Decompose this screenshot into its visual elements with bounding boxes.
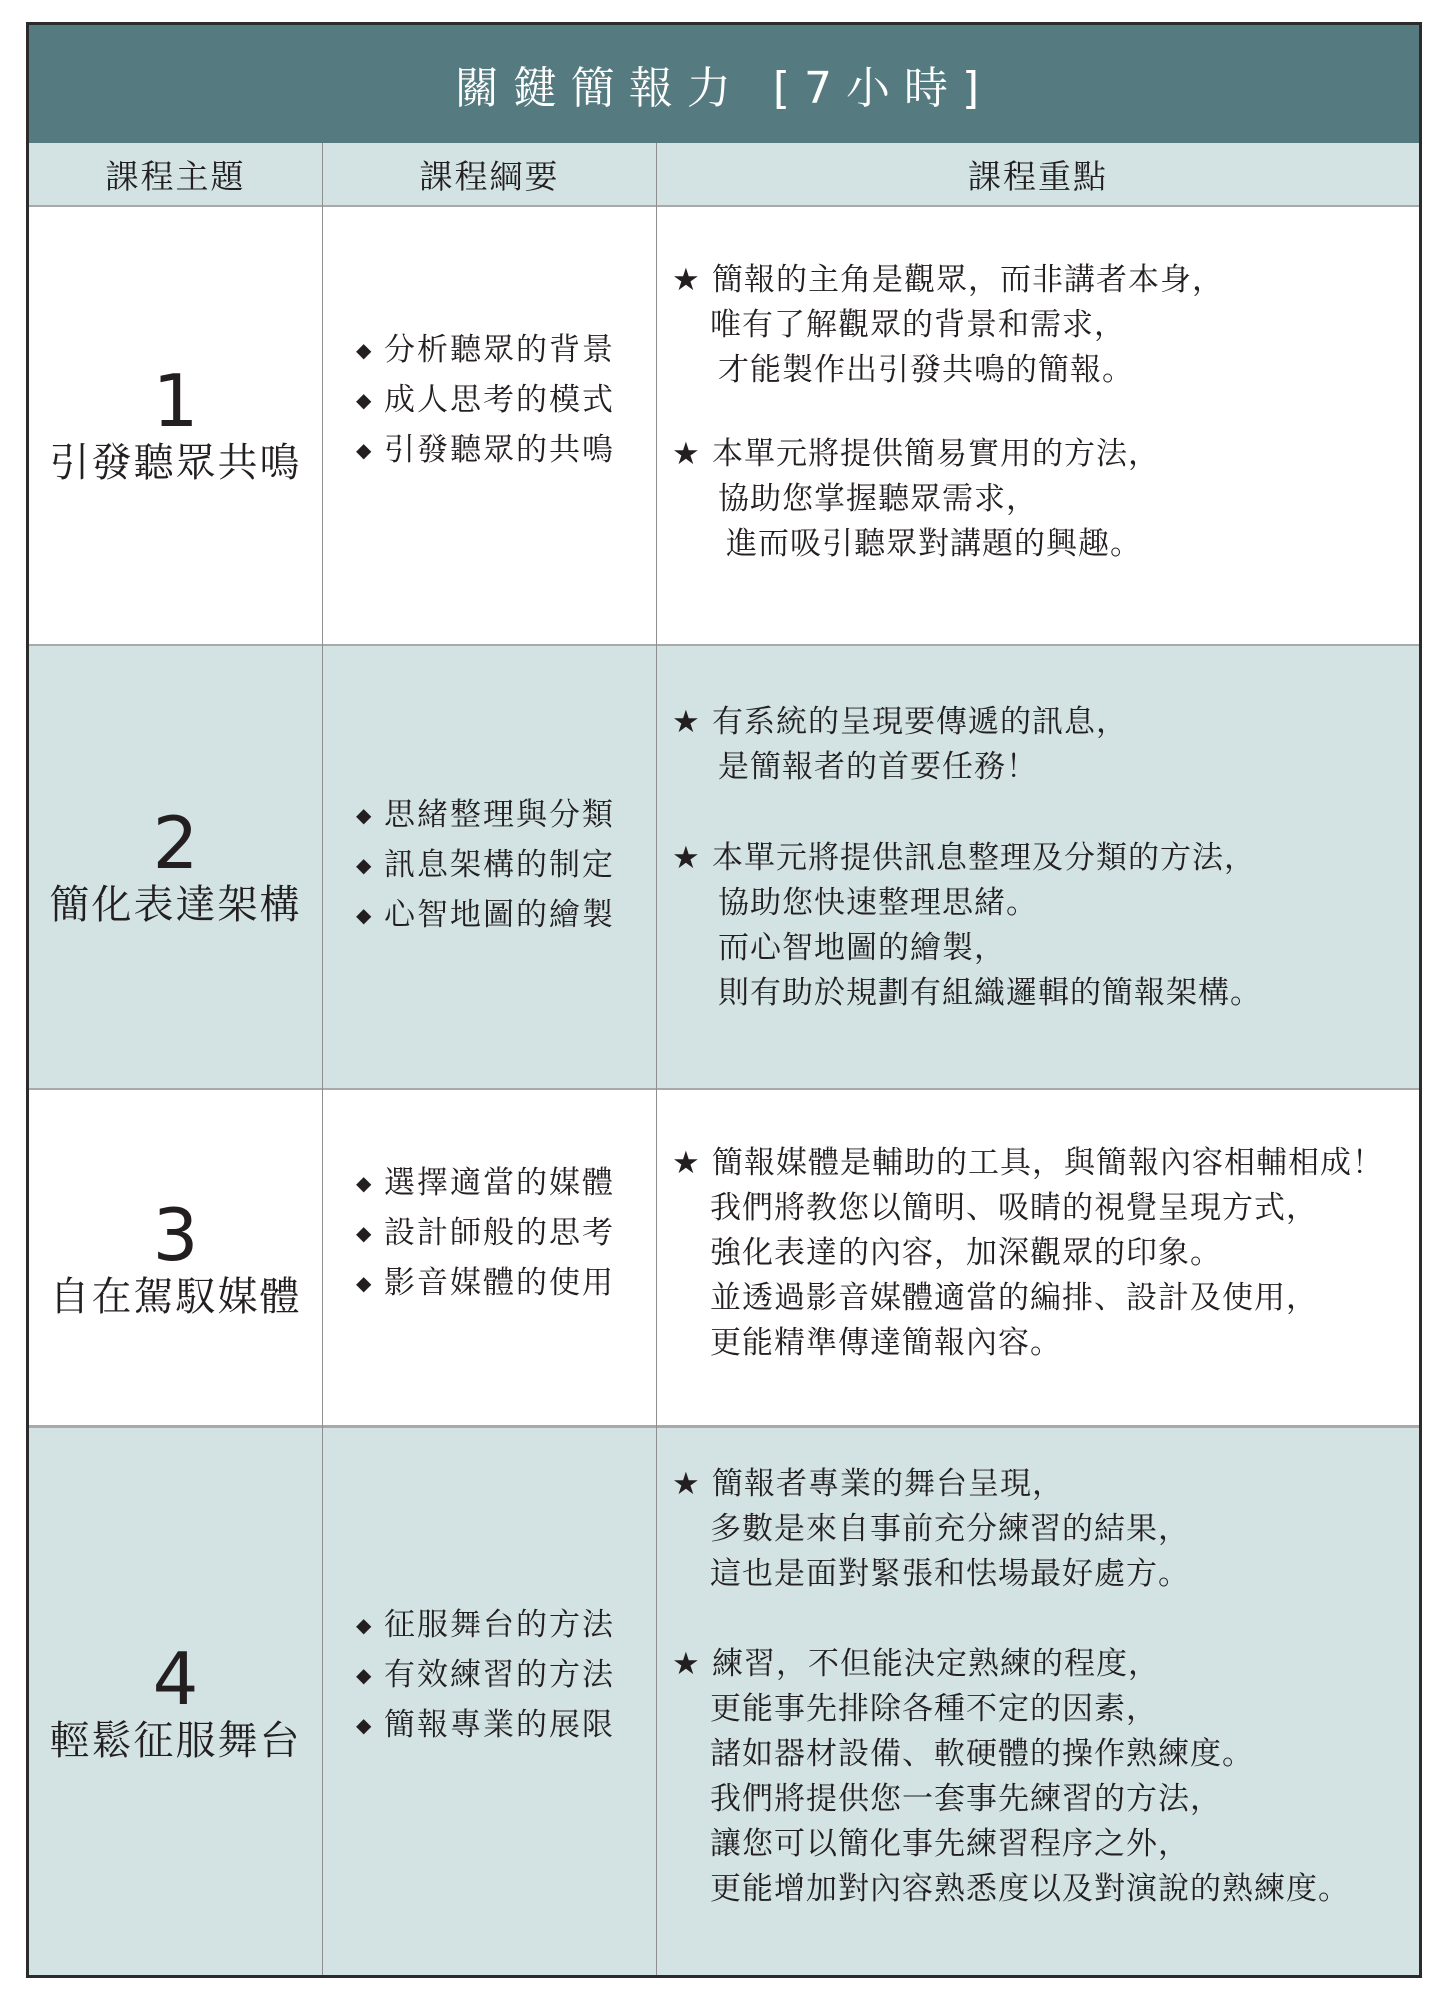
outline-item: ◆ 征服舞台的方法 xyxy=(356,1600,615,1650)
topic-number: 1 xyxy=(152,359,199,443)
point-line: 唯有了解觀眾的背景和需求， xyxy=(710,307,1126,343)
divider xyxy=(29,1425,1419,1428)
star-icon: ★ xyxy=(672,1646,701,1682)
divider xyxy=(29,644,1419,646)
points-cell-1 xyxy=(672,258,1224,597)
diamond-bullet-icon: ◆ xyxy=(356,1713,374,1737)
topic-cell-2 xyxy=(29,801,322,930)
point-line: 進而吸引聽眾對講題的興趣。 xyxy=(726,526,1142,562)
star-icon: ★ xyxy=(672,1145,701,1181)
header-outline: 課程綱要 xyxy=(323,143,656,206)
diamond-bullet-icon: ◆ xyxy=(356,1171,374,1195)
star-icon: ★ xyxy=(672,704,701,740)
header-topic: 課程主題 xyxy=(29,143,322,206)
point-line: 協助您快速整理思緒。 xyxy=(718,885,1038,921)
points-cell-2 xyxy=(672,700,1262,1046)
outline-item: ◆ 心智地圖的繪製 xyxy=(356,890,615,940)
diamond-bullet-icon: ◆ xyxy=(356,1663,374,1687)
outline-cell-1 xyxy=(356,325,615,475)
diamond-bullet-icon: ◆ xyxy=(356,1221,374,1245)
point-line: 讓您可以簡化事先練習程序之外， xyxy=(710,1826,1190,1862)
topic-name: 自在駕馭媒體 xyxy=(49,1274,302,1320)
point-line: 我們將提供您一套事先練習的方法， xyxy=(710,1781,1222,1817)
outline-item: ◆ 訊息架構的制定 xyxy=(356,840,615,890)
star-icon: ★ xyxy=(672,436,701,472)
outline-item: ◆ 思緒整理與分類 xyxy=(356,790,615,840)
diamond-bullet-icon: ◆ xyxy=(356,1613,374,1637)
column-divider xyxy=(322,143,323,1975)
point-block: ★ 練習，不但能決定熟練的程度， 更能事先排除各種不定的因素， 諸如器材設備、軟硬體的操作熟練度。 我們將提供您一套事先練習的方法， 讓您可以簡化事先練習程序之外， 更能增加對內容熟悉度以及對演說的熟練度。 xyxy=(672,1642,1350,1912)
point-line: 才能製作出引發共鳴的簡報。 xyxy=(718,352,1134,388)
point-line: 則有助於規劃有組織邏輯的簡報架構。 xyxy=(718,975,1262,1011)
point-line: 協助您掌握聽眾需求， xyxy=(718,481,1038,517)
star-icon: ★ xyxy=(672,262,701,298)
point-block: ★ 簡報的主角是觀眾，而非講者本身， 唯有了解觀眾的背景和需求， 才能製作出引發共鳴的簡報。 xyxy=(672,258,1224,393)
point-line: 我們將教您以簡明、吸睛的視覺呈現方式， xyxy=(710,1190,1318,1226)
topic-name: 引發聽眾共鳴 xyxy=(49,440,302,486)
outline-item: ◆ 成人思考的模式 xyxy=(356,375,615,425)
header-points: 課程重點 xyxy=(657,143,1419,206)
diamond-bullet-icon: ◆ xyxy=(356,338,374,362)
diamond-bullet-icon: ◆ xyxy=(356,903,374,927)
outline-item: ◆ 有效練習的方法 xyxy=(356,1650,615,1700)
outline-item: ◆ 簡報專業的展限 xyxy=(356,1700,615,1750)
points-cell-3 xyxy=(672,1141,1384,1396)
points-cell-4 xyxy=(672,1462,1350,1942)
topic-cell-4 xyxy=(29,1637,322,1766)
diamond-bullet-icon: ◆ xyxy=(356,1271,374,1295)
outline-item: ◆ 分析聽眾的背景 xyxy=(356,325,615,375)
diamond-bullet-icon: ◆ xyxy=(356,438,374,462)
outline-item: ◆ 引發聽眾的共鳴 xyxy=(356,425,615,475)
topic-number: 2 xyxy=(152,801,199,885)
divider xyxy=(29,1088,1419,1090)
point-line: 這也是面對緊張和怯場最好處方。 xyxy=(710,1556,1190,1592)
topic-number: 3 xyxy=(152,1193,199,1277)
point-line: 更能精準傳達簡報內容。 xyxy=(710,1325,1062,1361)
outline-item: ◆ 影音媒體的使用 xyxy=(356,1258,615,1308)
point-block: ★ 簡報者專業的舞台呈現， 多數是來自事前充分練習的結果， 這也是面對緊張和怯場最好處方。 xyxy=(672,1462,1350,1597)
outline-cell-4 xyxy=(356,1600,615,1750)
point-line: 是簡報者的首要任務！ xyxy=(718,749,1038,785)
diamond-bullet-icon: ◆ xyxy=(356,853,374,877)
diamond-bullet-icon: ◆ xyxy=(356,803,374,827)
point-line: 而心智地圖的繪製， xyxy=(718,930,1006,966)
star-icon: ★ xyxy=(672,840,701,876)
outline-cell-2 xyxy=(356,790,615,940)
point-block: ★ 本單元將提供簡易實用的方法， 協助您掌握聽眾需求， 進而吸引聽眾對講題的興趣。 xyxy=(672,432,1224,567)
star-icon: ★ xyxy=(672,1466,701,1502)
topic-cell-1 xyxy=(29,359,322,488)
point-block: ★ 有系統的呈現要傳遞的訊息， 是簡報者的首要任務！ xyxy=(672,700,1262,790)
point-line: 諸如器材設備、軟硬體的操作熟練度。 xyxy=(710,1736,1254,1772)
point-line: 強化表達的內容，加深觀眾的印象。 xyxy=(710,1235,1222,1271)
point-line: 更能事先排除各種不定的因素， xyxy=(710,1691,1158,1727)
outline-item: ◆ 選擇適當的媒體 xyxy=(356,1158,615,1208)
page-title: 關鍵簡報力 [7小時] xyxy=(29,25,1419,143)
outline-item: ◆ 設計師般的思考 xyxy=(356,1208,615,1258)
diamond-bullet-icon: ◆ xyxy=(356,388,374,412)
point-line: 並透過影音媒體適當的編排、設計及使用， xyxy=(710,1280,1318,1316)
column-divider xyxy=(656,143,657,1975)
point-block: ★ 本單元將提供訊息整理及分類的方法， 協助您快速整理思緒。 而心智地圖的繪製， 則有助於規劃有組織邏輯的簡報架構。 xyxy=(672,836,1262,1016)
topic-number: 4 xyxy=(152,1637,199,1721)
topic-name: 簡化表達架構 xyxy=(49,882,302,928)
topic-name: 輕鬆征服舞台 xyxy=(49,1718,302,1764)
point-line: 更能增加對內容熟悉度以及對演說的熟練度。 xyxy=(710,1871,1350,1907)
point-block: ★ 簡報媒體是輔助的工具，與簡報內容相輔相成！ 我們將教您以簡明、吸睛的視覺呈現方式， 強化表達的內容，加深觀眾的印象。 並透過影音媒體適當的編排、設計及使用， 更能精準傳達簡報內容。 xyxy=(672,1141,1384,1366)
point-line: 多數是來自事前充分練習的結果， xyxy=(710,1511,1190,1547)
topic-cell-3 xyxy=(29,1193,322,1322)
outline-cell-3 xyxy=(356,1158,615,1308)
divider xyxy=(29,205,1419,207)
